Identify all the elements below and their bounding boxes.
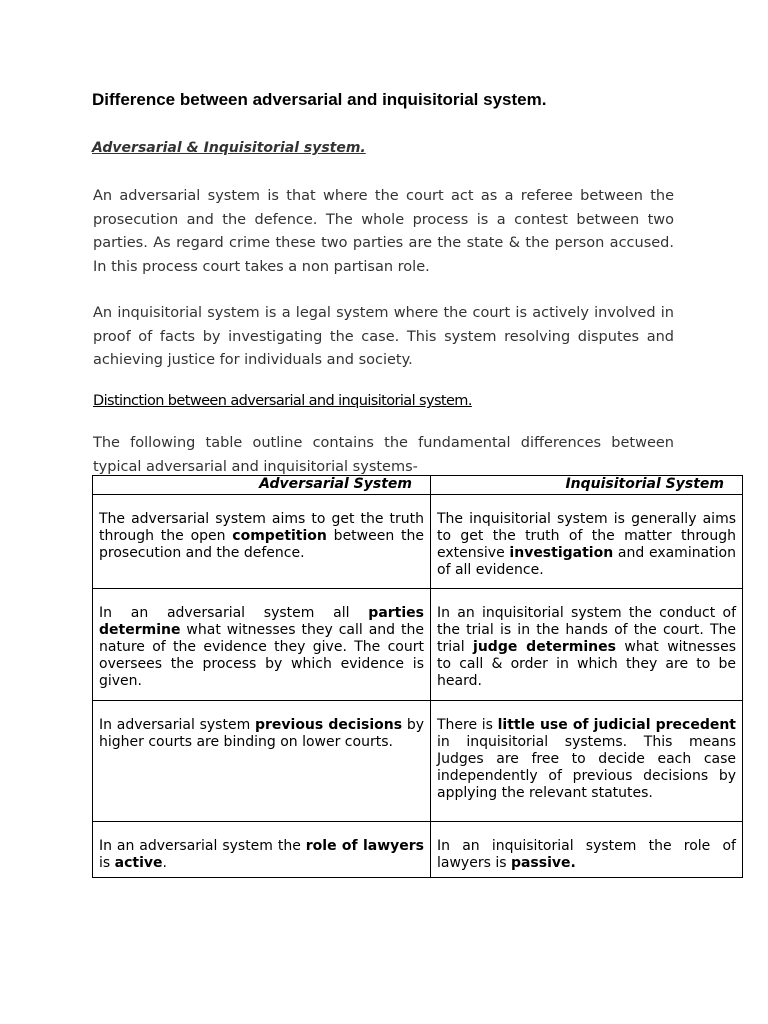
- adversarial-cell: In adversarial system previous decisions by higher courts are binding on lower courts.: [93, 701, 431, 822]
- distinction-heading: Distinction between adversarial and inquisitorial system.: [93, 393, 472, 409]
- adversarial-cell: In an adversarial system the role of lawyers is active.: [93, 822, 431, 878]
- table-row: [93, 495, 743, 589]
- table-header-row: [93, 476, 743, 495]
- paragraph-inquisitorial: An inquisitorial system is a legal system where the court is actively involved in proof of facts by investigating the case. This system resolving disputes and achieving justice for individuals and society.: [93, 305, 674, 368]
- inquisitorial-cell: In an inquisitorial system the conduct of the trial is in the hands of the court. The trial judge determines what witnesses to call & order in which they are to be heard.: [431, 589, 743, 701]
- table-row: [93, 589, 743, 701]
- adversarial-cell: The adversarial system aims to get the truth through the open competition between the prosecution and the defence.: [93, 495, 431, 589]
- section-subheading: Adversarial & Inquisitorial system.: [92, 140, 366, 156]
- inquisitorial-cell: The inquisitorial system is generally aims to get the truth of the matter through extensive investigation and examination of all evidence.: [431, 495, 743, 589]
- header-inquisitorial: Inquisitorial System: [431, 476, 743, 495]
- header-adversarial: Adversarial System: [93, 476, 431, 495]
- inquisitorial-cell: In an inquisitorial system the role of lawyers is passive.: [431, 822, 743, 878]
- adversarial-cell: In an adversarial system all parties determine what witnesses they call and the nature of the evidence they give. The court oversees the process by which evidence is given.: [93, 589, 431, 701]
- table-intro: The following table outline contains the fundamental differences between typical adversarial and inquisitorial systems-: [93, 435, 674, 475]
- paragraph-adversarial: An adversarial system is that where the court act as a referee between the prosecution and the defence. The whole process is a contest between two parties. As regard crime these two parties are the state & the person accused. In this process court takes a non partisan role.: [93, 188, 674, 275]
- inquisitorial-cell: There is little use of judicial precedent in inquisitorial systems. This means Judges are free to decide each case independently of previous decisions by applying the relevant statutes.: [431, 701, 743, 822]
- comparison-table: [92, 475, 743, 878]
- document-title: Difference between adversarial and inquisitorial system.: [92, 90, 547, 109]
- table-row: [93, 822, 743, 878]
- table-row: [93, 701, 743, 822]
